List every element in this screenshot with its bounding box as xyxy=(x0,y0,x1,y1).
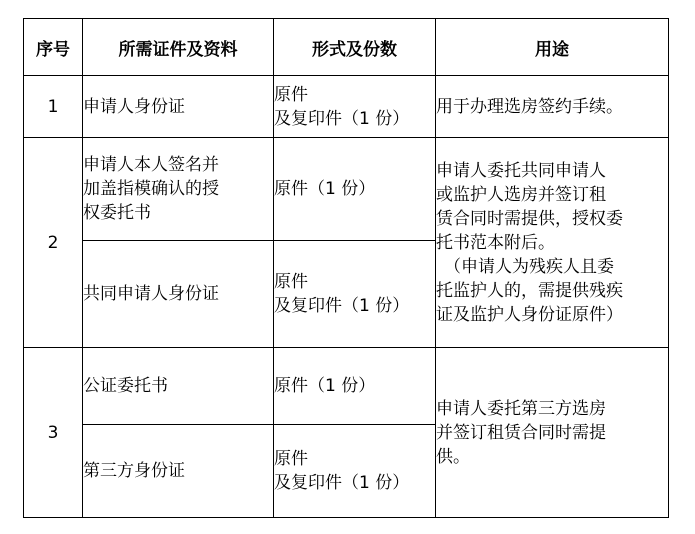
table-row xyxy=(24,138,669,241)
table-row xyxy=(24,348,669,425)
form-line: 原件 xyxy=(274,272,308,292)
form-cell xyxy=(274,76,436,138)
form-cell xyxy=(274,425,436,518)
header-materials: 所需证件及资料 xyxy=(83,19,274,76)
form-cell xyxy=(274,241,436,348)
material-cell xyxy=(83,241,274,348)
purpose-line: 并签订租赁合同时需提 xyxy=(436,422,606,443)
purpose-line: 赁合同时需提供，授权委 xyxy=(436,208,623,229)
header-form: 形式及份数 xyxy=(274,19,436,76)
row-number: 1 xyxy=(24,76,83,138)
purpose-note-line: （申请人为残疾人且委 xyxy=(444,256,614,277)
row-number: 2 xyxy=(24,138,83,348)
form-cell xyxy=(274,138,436,241)
form-line: 原件 xyxy=(274,84,308,105)
form-line: 原件（1 份） xyxy=(274,179,376,199)
purpose-line: 托书范本附后。 xyxy=(436,232,555,253)
material-cell xyxy=(83,348,274,425)
purpose-cell xyxy=(436,76,669,138)
header-seq: 序号 xyxy=(24,19,83,76)
purpose-note-line: 托监护人的，需提供残疾 xyxy=(436,280,623,301)
form-line: 及复印件（1 份） xyxy=(274,473,410,493)
form-line: 原件（1 份） xyxy=(274,376,376,396)
header-purpose: 用途 xyxy=(436,19,669,76)
purpose-line: 申请人委托第三方选房 xyxy=(436,398,606,419)
material-line: 第三方身份证 xyxy=(83,461,185,481)
form-line: 原件 xyxy=(274,449,308,469)
material-cell xyxy=(83,138,274,241)
material-line: 加盖指模确认的授 xyxy=(83,179,219,199)
material-cell xyxy=(83,425,274,518)
table-row xyxy=(24,76,669,138)
material-line: 申请人本人签名并 xyxy=(83,155,219,175)
form-line: 及复印件（1 份） xyxy=(274,296,410,316)
header-row xyxy=(24,19,669,76)
purpose-line: 申请人委托共同申请人 xyxy=(436,160,606,181)
purpose-cell xyxy=(436,348,669,518)
material-line: 共同申请人身份证 xyxy=(83,284,219,304)
purpose-note-line: 证及监护人身份证原件） xyxy=(436,304,623,325)
row-number: 3 xyxy=(24,348,83,518)
form-cell xyxy=(274,348,436,425)
form-line: 及复印件（1 份） xyxy=(274,108,410,129)
purpose-line: 或监护人选房并签订租 xyxy=(436,184,606,205)
material-line: 公证委托书 xyxy=(83,376,168,396)
purpose-line: 用于办理选房签约手续。 xyxy=(436,96,623,117)
material-cell xyxy=(83,76,274,138)
purpose-cell xyxy=(436,138,669,348)
material-line: 申请人身份证 xyxy=(83,96,185,117)
required-documents-table xyxy=(23,18,669,518)
purpose-line: 供。 xyxy=(436,446,470,467)
material-line: 权委托书 xyxy=(83,203,151,223)
